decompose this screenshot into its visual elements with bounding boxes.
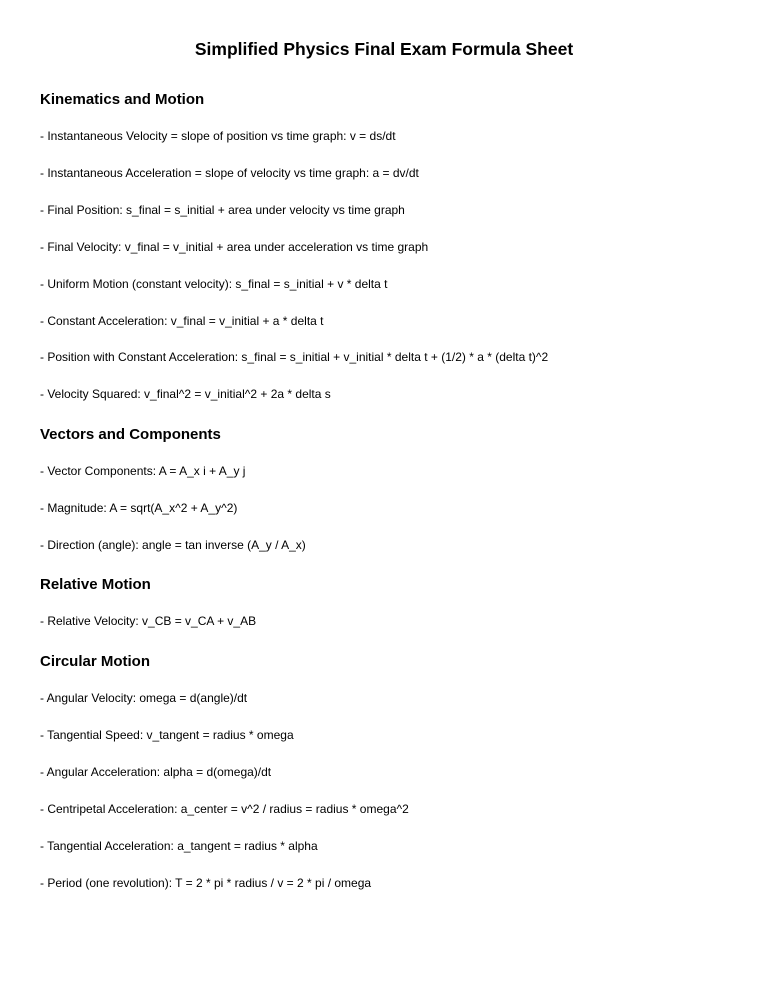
formula-item: - Tangential Speed: v_tangent = radius * omega (40, 728, 294, 742)
formula-item: - Relative Velocity: v_CB = v_CA + v_AB (40, 614, 257, 628)
section-heading-circular-motion: Circular Motion (40, 653, 151, 670)
formula-item: - Centripetal Acceleration: a_center = v^2 / radius = radius * omega^2 (40, 802, 409, 816)
formula-item: - Direction (angle): angle = tan inverse (A_y / A_x) (40, 538, 306, 552)
formula-item: - Final Velocity: v_final = v_initial + area under acceleration vs time graph (40, 240, 429, 254)
formula-item: - Magnitude: A = sqrt(A_x^2 + A_y^2) (40, 501, 238, 515)
formula-item: - Angular Acceleration: alpha = d(omega)/dt (40, 765, 272, 779)
section-heading-vectors: Vectors and Components (40, 426, 221, 443)
formula-item: - Final Position: s_final = s_initial + area under velocity vs time graph (40, 203, 405, 217)
page-title: Simplified Physics Final Exam Formula Sheet (194, 39, 574, 59)
formula-item: - Period (one revolution): T = 2 * pi * radius / v = 2 * pi / omega (40, 876, 372, 890)
formula-item: - Constant Acceleration: v_final = v_initial + a * delta t (40, 314, 324, 328)
section-heading-kinematics: Kinematics and Motion (40, 91, 205, 108)
formula-item: - Vector Components: A = A_x i + A_y j (40, 464, 246, 478)
section-heading-relative-motion: Relative Motion (40, 576, 151, 593)
formula-item: - Position with Constant Acceleration: s_final = s_initial + v_initial * delta t + (1/2) * a * (delta t)^2 (40, 350, 549, 364)
formula-item: - Instantaneous Acceleration = slope of velocity vs time graph: a = dv/dt (40, 166, 419, 180)
formula-item: - Uniform Motion (constant velocity): s_final = s_initial + v * delta t (40, 277, 388, 291)
formula-item: - Instantaneous Velocity = slope of position vs time graph: v = ds/dt (40, 129, 396, 143)
formula-item: - Velocity Squared: v_final^2 = v_initial^2 + 2a * delta s (40, 387, 331, 401)
formula-item: - Tangential Acceleration: a_tangent = radius * alpha (40, 839, 318, 853)
formula-item: - Angular Velocity: omega = d(angle)/dt (40, 691, 248, 705)
